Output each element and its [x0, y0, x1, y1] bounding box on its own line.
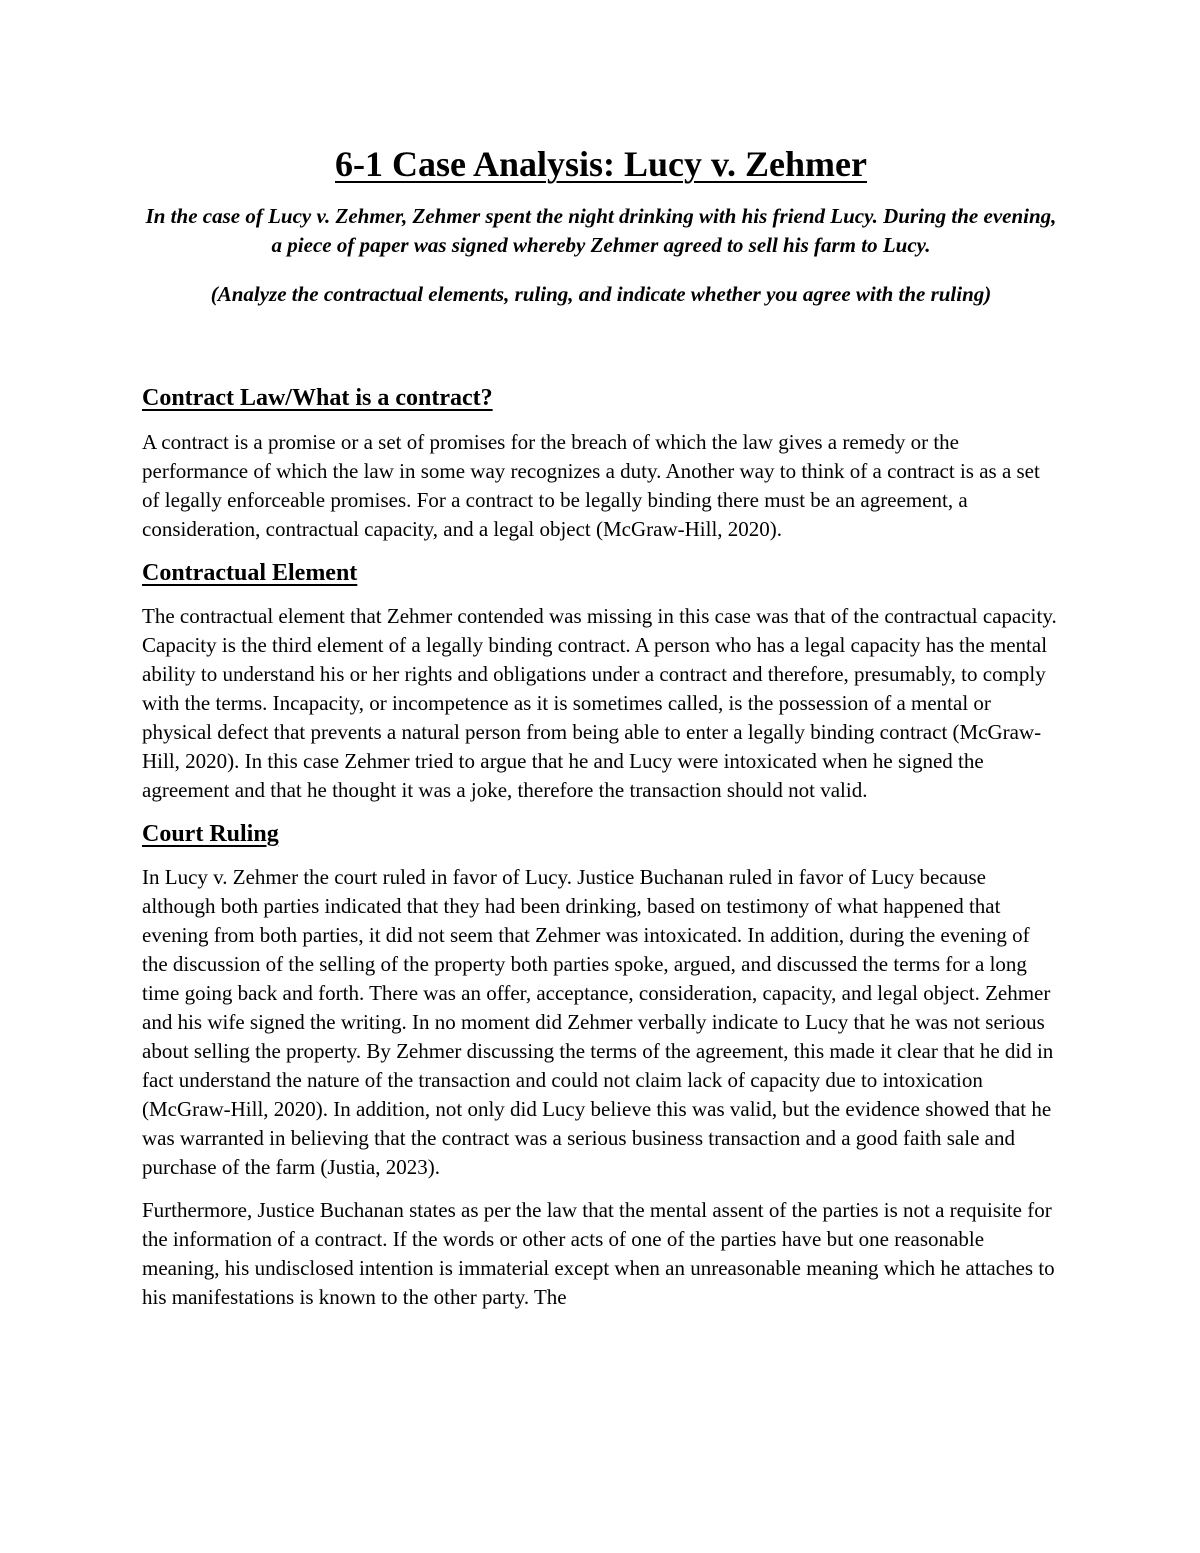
assignment-instruction: (Analyze the contractual elements, ruling, and indicate whether you agree with the ruling)	[210, 282, 992, 306]
paragraph-mental-assent: Furthermore, Justice Buchanan states as per the law that the mental assent of the parties is not a requisite for the information of a contract. If the words or other acts of one of the parties have but one reasonable meaning, his undisclosed intention is immaterial except when an unreasonable meaning which he attaches to his manifestations is known to the other party. The	[142, 1198, 1055, 1309]
section-heading-contract-law: Contract Law/What is a contract?	[142, 385, 493, 411]
section-heading-court-ruling: Court Ruling	[142, 821, 279, 847]
paragraph-ruling-summary: In Lucy v. Zehmer the court ruled in favor of Lucy. Justice Buchanan ruled in favor of Lucy because although both parties indicated that they had been drinking, based on testimony of what happened that evening from both parties, it did not seem that Zehmer was intoxicated. In addition, during the evening of the discussion of the selling of the property both parties spoke, argued, and discussed the terms for a long time going back and forth. There was an offer, acceptance, consideration, capacity, and legal object. Zehmer and his wife signed the writing. In no moment did Zehmer verbally indicate to Lucy that he was not serious about selling the property. By Zehmer discussing the terms of the agreement, this made it clear that he did in fact understand the nature of the transaction and could not claim lack of capacity due to intoxication (McGraw-Hill, 2020). In addition, not only did Lucy believe this was valid, but the evidence showed that he was warranted in believing that the contract was a serious business transaction and a good faith sale and purchase of the farm (Justia, 2023).	[142, 865, 1054, 1179]
paragraph-contract-definition: A contract is a promise or a set of promises for the breach of which the law gives a remedy or the performance of which the law in some way recognizes a duty. Another way to think of a contract is as a set of legally enforceable promises. For a contract to be legally binding there must be an agreement, a consideration, contractual capacity, and a legal object (McGraw-Hill, 2020).	[142, 430, 1040, 541]
section-heading-contractual-element: Contractual Element	[142, 560, 358, 586]
case-summary: In the case of Lucy v. Zehmer, Zehmer spent the night drinking with his friend Lucy. During the evening, a piece of paper was signed whereby Zehmer agreed to sell his farm to Lucy.	[145, 204, 1057, 257]
document-title: 6-1 Case Analysis: Lucy v. Zehmer	[334, 144, 867, 184]
paragraph-contractual-capacity: The contractual element that Zehmer contended was missing in this case was that of the contractual capacity. Capacity is the third element of a legally binding contract. A person who has a legal capacity has the mental ability to understand his or her rights and obligations under a contract and therefore, presumably, to comply with the terms. Incapacity, or incompetence as it is sometimes called, is the possession of a mental or physical defect that prevents a natural person from being able to enter a legally binding contract (McGraw-Hill, 2020). In this case Zehmer tried to argue that he and Lucy were intoxicated when he signed the agreement and that he thought it was a joke, therefore the transaction should not valid.	[142, 604, 1057, 802]
